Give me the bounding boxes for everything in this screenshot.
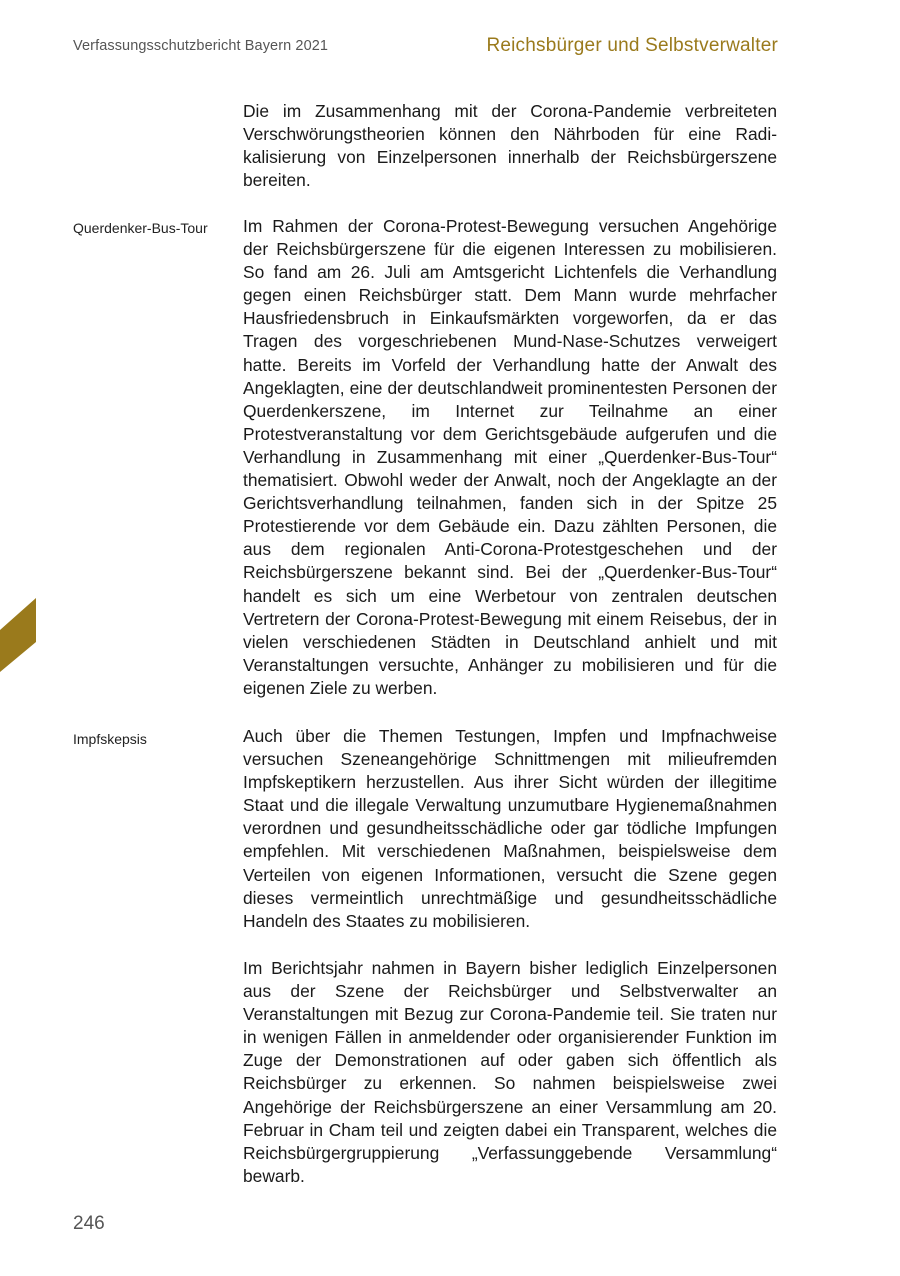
chapter-title: Reichsbürger und Selbstverwalter bbox=[486, 35, 778, 56]
chapter-tab-marker bbox=[0, 598, 36, 672]
paragraph-querdenker: Im Rahmen der Corona-Protest-Bewegung versuchen Angehörige der Reichsbürgerszene für die eigenen Interessen zu mobilisieren. So fand am 26. Juli am Amtsgericht Lichtenfels die Verhandlung gegen einen Reichsbürger statt. Dem Mann wurde mehrfacher Hausfriedensbruch in Einkaufsmärkten vorgeworfen, da er das Tragen des vorgeschriebenen Mund-Nase-Schutzes verweigert hatte. Bereits im Vorfeld der Verhandlung hatte der Anwalt des Angeklagten, eine der deutschlandweit prominentesten Personen der Querdenkerszene, im Internet zur Teilnahme an einer Protestveranstaltung vor dem Gerichtsgebäude aufgerufen und die Verhandlung in Zusammenhang mit einer „Querdenker-Bus-Tour“ thematisiert. Obwohl weder der Anwalt, noch der Angeklagte an der Gerichtsverhandlung teilnahmen, fanden sich in der Spitze 25 Protestierende vor dem Gebäude ein. Dazu zählten Personen, die aus dem regionalen Anti-Corona-Protestgeschehen und der Reichsbürgerszene bekannt sind. Bei der „Querdenker-Bus-Tour“ handelt es sich um eine Werbetour von zentralen deutschen Vertretern der Corona-Protest-Bewegung mit einem Reisebus, der in vielen verschiedenen Städten in Deutschland anhielt und mit Veranstaltungen versuchte, Anhänger zu mobilisieren und für die eigenen Ziele zu werben. bbox=[243, 216, 777, 698]
paragraph-intro: Die im Zusammenhang mit der Corona-Pandemie verbreiteten Verschwörungstheorien können den Nährboden für eine Radikalisierung von Einzelpersonen innerhalb der Reichsbürgerszene bereiten. bbox=[243, 101, 777, 191]
report-title: Verfassungsschutzbericht Bayern 2021 bbox=[73, 38, 329, 54]
paragraph-impfskepsis: Auch über die Themen Testungen, Impfen und Impfnachweise versuchen Szeneangehörige Schnittmengen mit milieufremden Impfskeptikern herzustellen. Aus ihrer Sicht würden der illegitime Staat und die illegale Verwaltung unzumutbare Hygienemaßnahmen verordnen und gesundheitsschädliche oder gar tödliche Impfungen empfehlen. Mit verschiedenen Maßnahmen, beispielsweise dem Verteilen von eigenen Informationen, versucht die Szene gegen dieses vermeintlich unrechtmäßige und gesundheitsschädliche Handeln des Staates zu mobilisieren. bbox=[243, 726, 777, 931]
page-number: 246 bbox=[73, 1213, 105, 1234]
margin-label-impfskepsis: Impfskepsis bbox=[73, 731, 147, 747]
margin-label-querdenker: Querdenker-Bus-Tour bbox=[73, 220, 208, 236]
paragraph-berichtsjahr: Im Berichtsjahr nahmen in Bayern bisher lediglich Einzelpersonen aus der Szene der Reichsbürger und Selbstverwalter an Veranstaltungen mit Bezug zur Corona-Pandemie teil. Sie traten nur in wenigen Fällen in anmeldender oder organisierender Funktion im Zuge der Demonstrationen auf oder gaben sich öffentlich als Reichsbürger zu erkennen. So nahmen beispielsweise zwei Angehörige der Reichsbürgerszene an einer Versammlung am 20. Februar in Cham teil und zeigten dabei ein Transparent, welches die Reichsbürgergruppierung „Verfassunggebende Versammlung“ bewarb. bbox=[243, 958, 777, 1186]
